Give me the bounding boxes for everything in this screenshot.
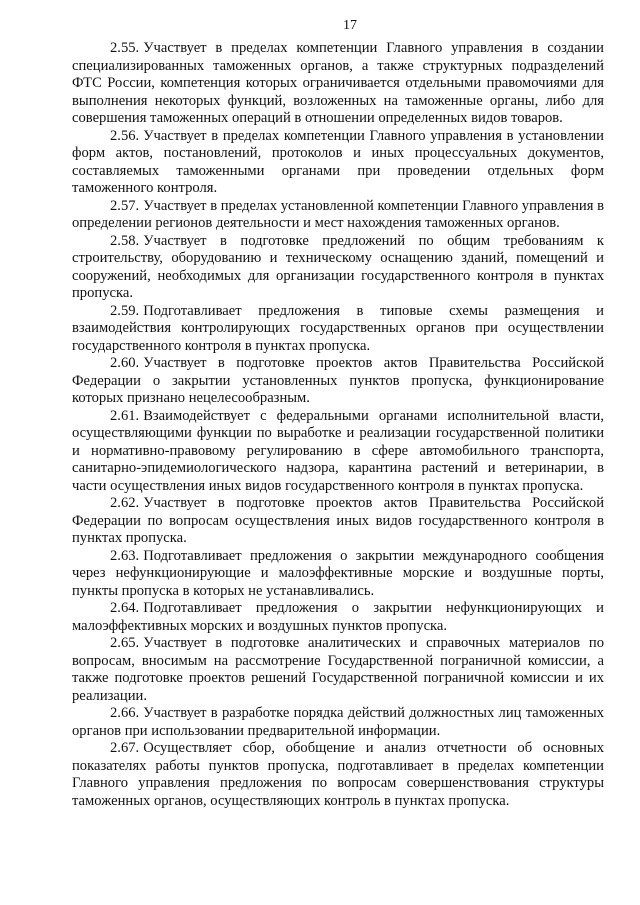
paragraph-text: Участвует в подготовке проектов актов Правительства Российской Федерации о закрытии установленных пунктов пропуска, функционирование которых признано нецелесообразным. (72, 355, 604, 406)
paragraph-2-67 (72, 740, 604, 810)
paragraph-text: Участвует в подготовке предложений по общим требованиям к строительству, оборудованию и техническому оснащению зданий, помещений и сооружений, необходимых для организации государственного контроля в пунктах пропуска. (72, 232, 604, 301)
paragraph-2-59 (72, 303, 604, 356)
paragraph-number: 2.61. (110, 407, 140, 424)
paragraph-2-64 (72, 600, 604, 635)
paragraph-2-65 (72, 635, 604, 705)
paragraph-text: Подготавливает предложения в типовые схемы размещения и взаимодействия контролирующих государственных органов при осуществлении государственного контроля в пунктах пропуска. (72, 302, 604, 354)
paragraph-2-60 (72, 355, 604, 408)
paragraph-number: 2.63. (110, 547, 140, 564)
paragraph-text: Участвует в подготовке аналитических и справочных материалов по вопросам, вносимым на рассмотрение Государственной пограничной комиссии, а также подготовке проектов решений Государственной пограничной комиссии и их реализации. (72, 635, 604, 704)
paragraph-text: Участвует в пределах компетенции Главного управления в установлении форм актов, постановлений, протоколов и иных процессуальных документов, составляемых таможенными органами при проведении отдельных форм таможенного контроля. (72, 127, 604, 196)
paragraph-text: Подготавливает предложения о закрытии международного сообщения через нефункционирующие и малоэффективные морские и воздушные порты, пункты пропуска в которых не устанавливались. (72, 547, 604, 599)
paragraph-text: Взаимодействует с федеральными органами исполнительной власти, осуществляющими функции по выработке и реализации государственной политики и нормативно-правовому регулированию в сфере автомобильного транспорта, санитарно-эпидемиологического надзора, карантина растений и ветеринарии, в части осуществления иных видов государственного контроля в пунктах пропуска. (72, 407, 604, 494)
paragraph-number: 2.55. (110, 40, 140, 56)
paragraph-number: 2.58. (110, 232, 140, 249)
paragraph-number: 2.56. (110, 127, 140, 144)
paragraph-text: Участвует в разработке порядка действий должностных лиц таможенных органов при использовании предварительной информации. (72, 705, 604, 739)
paragraph-number: 2.64. (110, 600, 140, 616)
paragraph-text: Осуществляет сбор, обобщение и анализ отчетности об основных показателях работы пунктов пропуска, подготавливает в пределах компетенции Главного управления предложения по вопросам совершенствования структуры таможенных органов, осуществляющих контроль в пунктах пропуска. (72, 740, 604, 809)
paragraph-2-58 (72, 233, 604, 303)
paragraph-text: Участвует в подготовке проектов актов Правительства Российской Федерации по вопросам осуществления иных видов государственного контроля в пунктах пропуска. (72, 495, 604, 546)
paragraph-text: Подготавливает предложения о закрытии нефункционирующих и малоэффективных морских и воздушных пунктов пропуска. (72, 600, 604, 634)
paragraph-2-61 (72, 408, 604, 496)
paragraph-text: Участвует в пределах компетенции Главного управления в создании специализированных таможенных органов, а также структурных подразделений ФТС России, компетенция которых ограничивается отдельными правомочиями для выполнения некоторых функций, возложенных на таможенные органы, либо для совершения таможенных операций в отношении определенных видов товаров. (72, 40, 604, 126)
paragraph-2-56 (72, 128, 604, 198)
paragraph-text: Участвует в пределах установленной компетенции Главного управления в определении регионов деятельности и мест нахождения таможенных органов. (72, 197, 604, 231)
paragraph-2-66 (72, 705, 604, 740)
paragraph-number: 2.62. (110, 495, 140, 511)
document-page (72, 18, 604, 810)
paragraph-2-62 (72, 495, 604, 548)
paragraph-number: 2.65. (110, 635, 140, 651)
paragraph-2-63 (72, 548, 604, 601)
paragraph-2-55 (72, 40, 604, 128)
paragraph-number: 2.67. (110, 740, 140, 756)
paragraph-number: 2.60. (110, 355, 140, 371)
paragraph-number: 2.59. (110, 302, 140, 319)
paragraph-number: 2.57. (110, 197, 140, 214)
page-number: 17 (343, 18, 357, 33)
paragraph-2-57 (72, 198, 604, 233)
paragraph-number: 2.66. (110, 705, 140, 721)
